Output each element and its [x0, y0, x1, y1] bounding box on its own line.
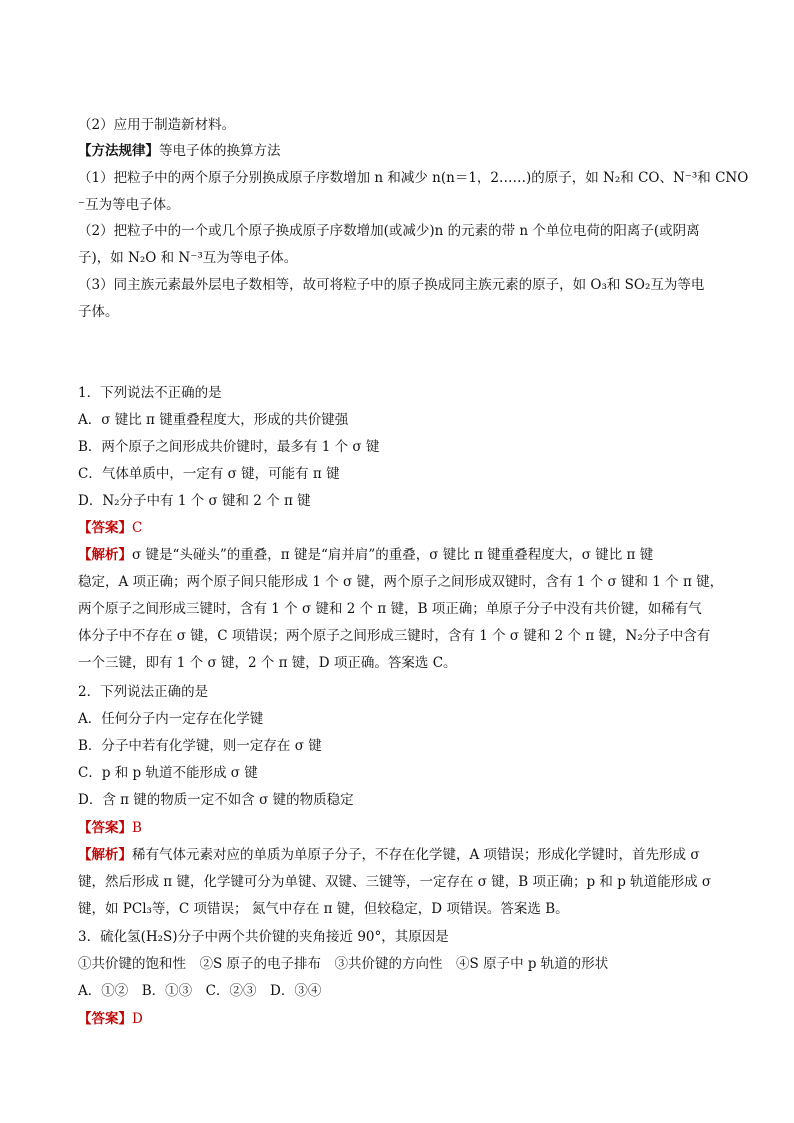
q2-option-b: B．分子中若有化学键，则一定存在 σ 键 — [78, 738, 322, 754]
intro-line-8: 子体。 — [78, 304, 119, 320]
q2-answer — [78, 818, 142, 838]
analysis-text: 稀有气体元素对应的单质为单原子分子，不存在化学键，A 项错误；形成化学键时，首先形成 σ — [132, 847, 700, 863]
q2-stem: 2．下列说法正确的是 — [78, 684, 209, 700]
q1-analysis-3: 两个原子之间形成三键时，含有 1 个 σ 键和 2 个 π 键，B 项正确；单原子分子中没有共价键，如稀有气 — [78, 601, 702, 617]
q2-analysis-3: 键，如 PCl₃等，C 项错误； 氮气中存在 π 键，但较稳定，D 项错误。答案选 B。 — [78, 901, 569, 917]
q1-option-a: A．σ 键比 π 键重叠程度大，形成的共价键强 — [78, 412, 349, 428]
intro-line-7: （3）同主族元素最外层电子数相等，故可将粒子中的原子换成同主族元素的原子，如 O₃和 SO₂互为等电 — [78, 277, 705, 293]
q3-options: A．①② B．①③ C．②③ D．③④ — [78, 983, 322, 999]
answer-label: 【答案】 — [78, 820, 132, 836]
q1-option-d: D．N₂分子中有 1 个 σ 键和 2 个 π 键 — [78, 493, 311, 509]
method-heading — [78, 141, 281, 161]
analysis-label: 【解析】 — [78, 847, 132, 863]
intro-line-1: （2）应用于制造新材料。 — [78, 117, 236, 133]
q1-option-b: B．两个原子之间形成共价键时，最多有 1 个 σ 键 — [78, 439, 380, 455]
q1-analysis-2: 稳定，A 项正确；两个原子间只能形成 1 个 σ 键，两个原子之间形成双键时，含有 1 个 σ 键和 1 个 π 键， — [78, 574, 724, 590]
answer-value: C — [132, 520, 143, 536]
q2-analysis-1 — [78, 845, 700, 865]
q3-items: ①共价键的饱和性 ②S 原子的电子排布 ③共价键的方向性 ④S 原子中 p 轨道的形状 — [78, 956, 609, 972]
intro-line-5: （2）把粒子中的一个或几个原子换成原子序数增加(或减少)n 的元素的带 n 个单位电荷的阳离子(或阴离 — [78, 223, 700, 239]
q1-analysis-4: 体分子中不存在 σ 键，C 项错误；两个原子之间形成三键时，含有 1 个 σ 键和 2 个 π 键，N₂分子中含有 — [78, 628, 711, 644]
answer-label: 【答案】 — [78, 1011, 132, 1027]
q2-option-c: C．p 和 p 轨道不能形成 σ 键 — [78, 765, 258, 781]
intro-line-3: （1）把粒子中的两个原子分别换成原子序数增加 n 和减少 n(n＝1，2……)的原子，如 N₂和 CO、N⁻³和 CNO — [78, 170, 749, 186]
q1-option-c: C．气体单质中，一定有 σ 键，可能有 π 键 — [78, 466, 340, 482]
q2-option-d: D．含 π 键的物质一定不如含 σ 键的物质稳定 — [78, 792, 354, 808]
q1-analysis-5: 一个三键，即有 1 个 σ 键，2 个 π 键，D 项正确。答案选 C。 — [78, 655, 457, 671]
q3-answer — [78, 1009, 143, 1029]
analysis-text: σ 键是“头碰头”的重叠，π 键是“肩并肩”的重叠，σ 键比 π 键重叠程度大，σ 键比 π 键 — [132, 547, 654, 563]
q1-answer — [78, 518, 142, 538]
answer-label: 【答案】 — [78, 520, 132, 536]
method-title: 等电子体的换算方法 — [159, 143, 281, 159]
answer-value: D — [132, 1011, 143, 1027]
answer-value: B — [132, 820, 142, 836]
q1-analysis-1 — [78, 545, 653, 565]
q2-analysis-2: 键，然后形成 π 键，化学键可分为单键、双键、三键等，一定存在 σ 键，B 项正确；p 和 p 轨道能形成 σ — [78, 874, 712, 890]
intro-line-6: 子)，如 N₂O 和 N⁻³互为等电子体。 — [78, 250, 298, 266]
intro-line-4: ⁻互为等电子体。 — [78, 197, 180, 213]
q2-option-a: A．任何分子内一定存在化学键 — [78, 711, 264, 727]
analysis-label: 【解析】 — [78, 547, 132, 563]
q1-stem: 1．下列说法不正确的是 — [78, 385, 222, 401]
q3-stem: 3．硫化氢(H₂S)分子中两个共价键的夹角接近 90°，其原因是 — [78, 929, 449, 945]
method-label: 【方法规律】 — [78, 143, 159, 159]
